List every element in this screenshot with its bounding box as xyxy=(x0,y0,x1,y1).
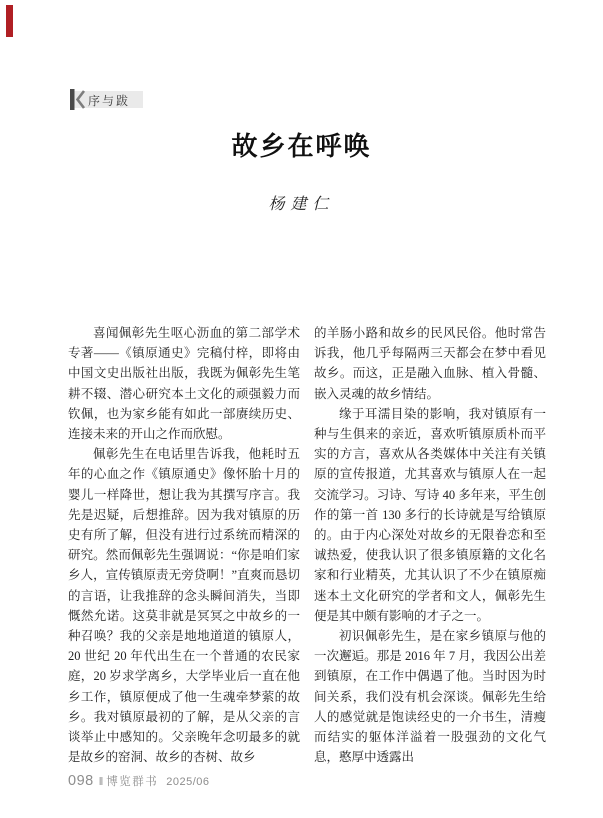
page-number: 098 xyxy=(68,773,94,789)
magazine-name: 博览群书 xyxy=(106,776,159,788)
article-author: 杨建仁 xyxy=(268,196,335,213)
issue-number: 2025/06 xyxy=(166,776,210,788)
paragraph-segment: 初识佩彰先生，是在家乡镇原与他的一次邂逅。那是 2016 年 7 月，我因公出差到镇原，在工作中偶遇了他。当时因为时间关系，我们没有机会深谈。佩彰先生给人的感觉就是饱读经史的一介书生，清瘦而结实的躯体洋溢着一股强劲的文化气息，憨厚中透露出 xyxy=(314,629,546,765)
section-marker-icon xyxy=(70,89,86,110)
text-column-left xyxy=(68,323,300,767)
section-label-text: 序与跋 xyxy=(88,94,131,108)
page-footer xyxy=(68,773,210,789)
paragraph-segment: 佩彰先生在电话里告诉我，他耗时五年的心血之作《镇原通史》像怀胎十月的婴儿一样降世，想让我为其撰写序言。我先是迟疑，后想推辞。因为我对镇原的历史有所了解，但没有进行过系统而精深的研究。然而佩彰先生强调说：“你是咱们家乡人，宣传镇原责无旁贷啊！”直爽而恳切的言语，让我推辞的念头瞬间消失，当即慨然允诺。这莫非就是冥冥之中故乡的一种召唤？我的父亲是地地道道的镇原人，20 世纪 20 年代出生在一个普通的农民家庭，20 岁求学离乡，大学毕业后一直在他乡工作，镇原便成了他一生魂牵梦萦的故乡。我对镇原最初的了解，是从父亲的言谈举止中感知的。父亲晚年念叨最多的就是故乡的窑洞、故乡的杏树、故乡 xyxy=(68,447,300,765)
article-body xyxy=(68,323,546,767)
text-column-right xyxy=(314,323,546,767)
paragraph-segment: 喜闻佩彰先生呕心沥血的第二部学术专著——《镇原通史》完稿付梓，即将由中国文史出版社出版，我既为佩彰先生笔耕不辍、潜心研究本土文化的顽强毅力而钦佩，也为家乡能有如此一部赓续历史、连接未来的开山之作而欣慰。 xyxy=(68,326,300,442)
section-label xyxy=(70,91,143,108)
paragraph-segment: 的羊肠小路和故乡的民风民俗。他时常告诉我，他几乎每隔两三天都会在梦中看见故乡。而这，正是融入血脉、植入骨髓、嵌入灵魂的故乡情结。 xyxy=(314,326,546,401)
article-title: 故乡在呼唤 xyxy=(231,132,372,161)
paragraph-segment: 缘于耳濡目染的影响，我对镇原有一种与生俱来的亲近，喜欢听镇原质朴而平实的方言，喜欢从各类媒体中关注有关镇原的宣传报道，尤其喜欢与镇原人在一起交流学习。习诗、写诗 40 多年来，平生创作的第一首 130 多行的长诗就是写给镇原的。由于内心深处对故乡的无限眷恋和至诚热爱，使我认识了很多镇原籍的文化名家和行业精英，尤其认识了不少在镇原痴迷本土文化研究的学者和文人，佩彰先生便是其中颇有影响的才子之一。 xyxy=(314,406,546,623)
footer-separator-icon: ‖ xyxy=(98,776,104,788)
red-bookmark-bar xyxy=(6,5,13,37)
